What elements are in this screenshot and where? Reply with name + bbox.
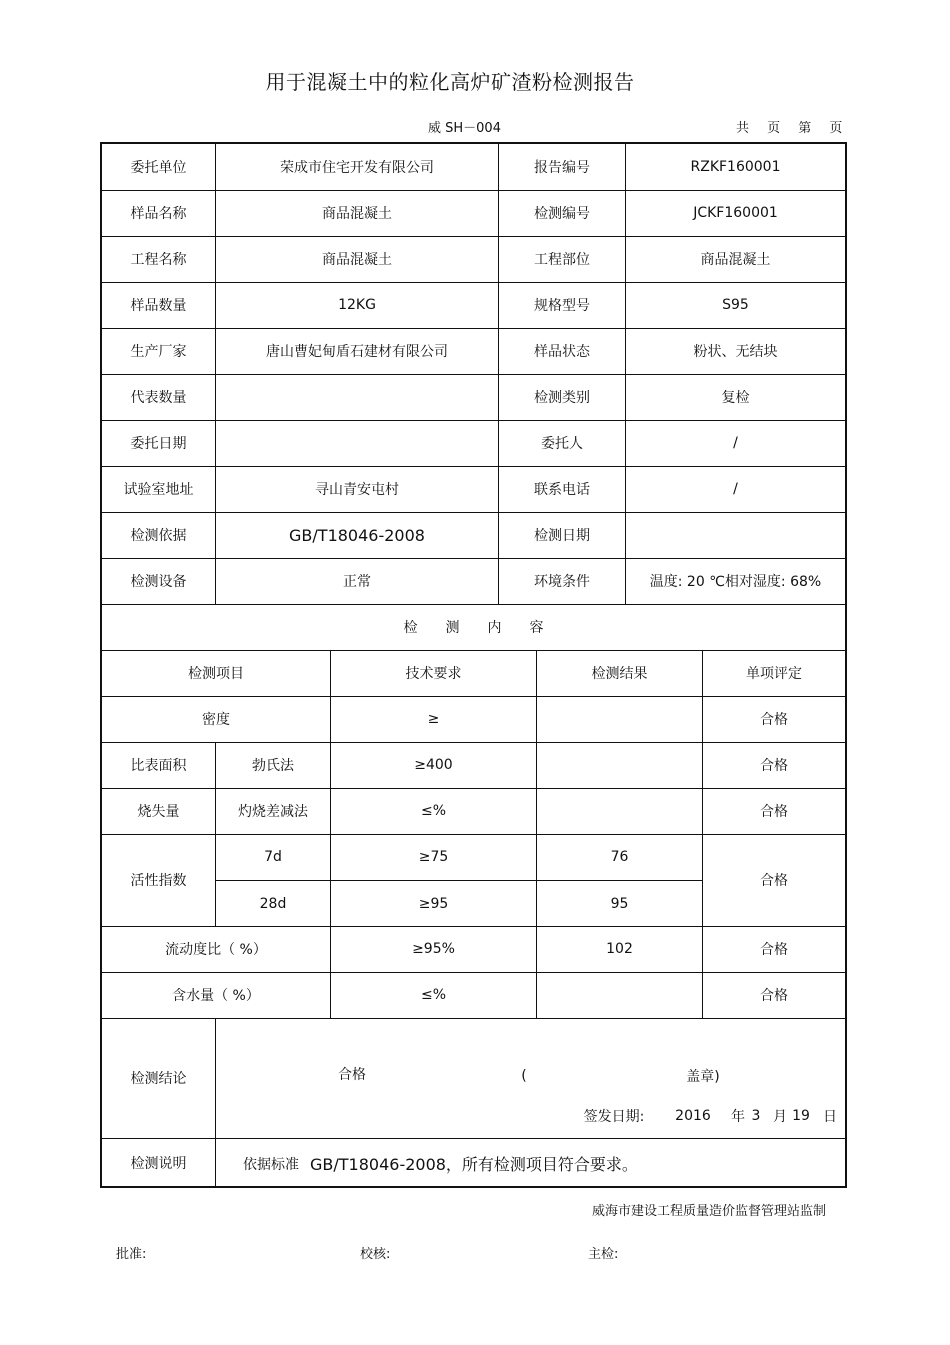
info-row-3-value: S95 (722, 297, 749, 313)
supervisor-note: 威海市建设工程质量造价监督管理站监制 (592, 1204, 827, 1219)
note-text: GB/T18046-2008，所有检测项目符合要求。 (310, 1154, 638, 1174)
density-requirement: ≥ (427, 711, 440, 727)
info-row-6-label: 委托人 (541, 436, 583, 452)
form-code: 威 SH－004 (428, 121, 501, 136)
stamp-paren-open: ( (521, 1068, 527, 1084)
info-row-5-value (216, 374, 498, 420)
loss-evaluation: 合格 (760, 804, 788, 820)
info-row-4-label: 样品状态 (534, 344, 590, 360)
info-row-8-value: GB/T18046-2008 (289, 525, 425, 545)
col-evaluation: 单项评定 (746, 666, 802, 682)
col-result: 检测结果 (591, 666, 648, 682)
water-requirement: ≤% (420, 987, 447, 1003)
loss-label: 烧失量 (137, 804, 180, 820)
approve-label: 批准: (116, 1247, 147, 1262)
surface-requirement: ≥400 (414, 757, 453, 773)
day-unit: 日 (823, 1109, 837, 1125)
activity-7d-requirement: ≥75 (418, 849, 449, 865)
info-row-6-value (216, 420, 498, 466)
info-row-8-label: 检测日期 (534, 528, 590, 544)
issue-date-label: 签发日期: (583, 1109, 645, 1125)
info-row-3-label: 规格型号 (534, 298, 590, 314)
flow-evaluation: 合格 (760, 942, 788, 958)
info-row-0-value: 荣成市住宅开发有限公司 (280, 160, 434, 176)
info-row-2-label: 工程部位 (534, 252, 590, 268)
year-unit: 年 (731, 1109, 745, 1125)
density-label: 密度 (202, 712, 230, 728)
page-count: 共 页 第 页 (736, 121, 843, 136)
info-row-0-value: RZKF160001 (690, 159, 781, 175)
conclusion-label: 检测结论 (130, 1071, 187, 1087)
issue-year: 2016 (675, 1108, 711, 1124)
conclusion-result: 合格 (338, 1067, 366, 1083)
info-row-9-value: 正常 (343, 574, 371, 590)
water-result (537, 972, 702, 1018)
info-row-1-value: 商品混凝土 (322, 206, 392, 222)
surface-label: 比表面积 (130, 758, 187, 774)
activity-28d-requirement: ≥95 (418, 895, 449, 912)
content-header: 检 测 内 容 (403, 620, 544, 636)
density-evaluation: 合格 (760, 712, 788, 728)
info-row-9-label: 环境条件 (534, 574, 590, 590)
info-row-0-label: 委托单位 (130, 160, 187, 176)
info-row-3-value: 12KG (338, 297, 376, 313)
info-row-5-value: 复检 (721, 390, 750, 406)
info-row-4-value: 粉状、无结块 (693, 344, 778, 360)
col-item: 检测项目 (188, 666, 244, 682)
info-row-2-value: 商品混凝土 (322, 252, 392, 268)
activity-label: 活性指数 (130, 873, 187, 889)
info-row-1-value: JCKF160001 (693, 205, 778, 221)
activity-evaluation: 合格 (760, 873, 788, 889)
surface-result (537, 742, 702, 788)
info-row-7-value: 寻山青安屯村 (315, 482, 399, 498)
density-result (537, 696, 702, 742)
info-row-1-label: 样品名称 (130, 206, 187, 222)
info-row-2-value: 商品混凝土 (700, 252, 771, 268)
note-prefix: 依据标准 (243, 1157, 299, 1173)
info-row-7-value: / (733, 481, 738, 497)
info-row-4-label: 生产厂家 (130, 344, 187, 360)
info-row-0-label: 报告编号 (534, 160, 590, 176)
flow-label: 流动度比（ %） (165, 942, 267, 958)
surface-evaluation: 合格 (760, 758, 788, 774)
info-row-9-value: 温度: 20 ℃相对湿度: 68% (649, 574, 822, 590)
issue-month: 3 (751, 1108, 761, 1124)
info-row-4-value: 唐山曹妃甸盾石建材有限公司 (266, 344, 448, 360)
info-row-6-value: / (733, 435, 738, 451)
info-row-8-value (626, 512, 845, 558)
flow-requirement: ≥95% (412, 941, 455, 957)
loss-result (537, 788, 702, 834)
info-row-7-label: 试验室地址 (123, 482, 194, 498)
info-row-7-label: 联系电话 (534, 482, 590, 498)
info-row-1-label: 检测编号 (534, 206, 590, 222)
water-label: 含水量（ %） (172, 988, 260, 1004)
check-label: 校核: (360, 1247, 391, 1262)
water-evaluation: 合格 (760, 988, 788, 1004)
activity-28d-age: 28d (259, 895, 287, 912)
note-label: 检测说明 (130, 1155, 187, 1172)
report-title: 用于混凝土中的粒化高炉矿渣粉检测报告 (265, 70, 635, 94)
info-row-2-label: 工程名称 (130, 252, 187, 268)
main-inspector-label: 主检: (588, 1247, 619, 1262)
surface-method: 勃氏法 (252, 758, 294, 774)
stamp-label: 盖章) (686, 1069, 720, 1085)
flow-result: 102 (606, 941, 633, 957)
issue-day: 19 (792, 1108, 810, 1124)
report-table (100, 142, 847, 1188)
col-requirement: 技术要求 (405, 666, 462, 682)
info-row-5-label: 检测类别 (534, 390, 590, 406)
loss-requirement: ≤% (420, 803, 447, 819)
month-unit: 月 (773, 1109, 787, 1125)
info-row-5-label: 代表数量 (130, 390, 187, 406)
info-row-6-label: 委托日期 (130, 436, 187, 452)
activity-28d-result: 95 (610, 895, 629, 912)
info-row-3-label: 样品数量 (130, 298, 187, 314)
info-row-8-label: 检测依据 (130, 528, 187, 544)
info-row-9-label: 检测设备 (130, 574, 187, 590)
loss-method: 灼烧差减法 (238, 804, 308, 820)
activity-7d-age: 7d (264, 849, 282, 865)
activity-7d-result: 76 (610, 849, 629, 865)
